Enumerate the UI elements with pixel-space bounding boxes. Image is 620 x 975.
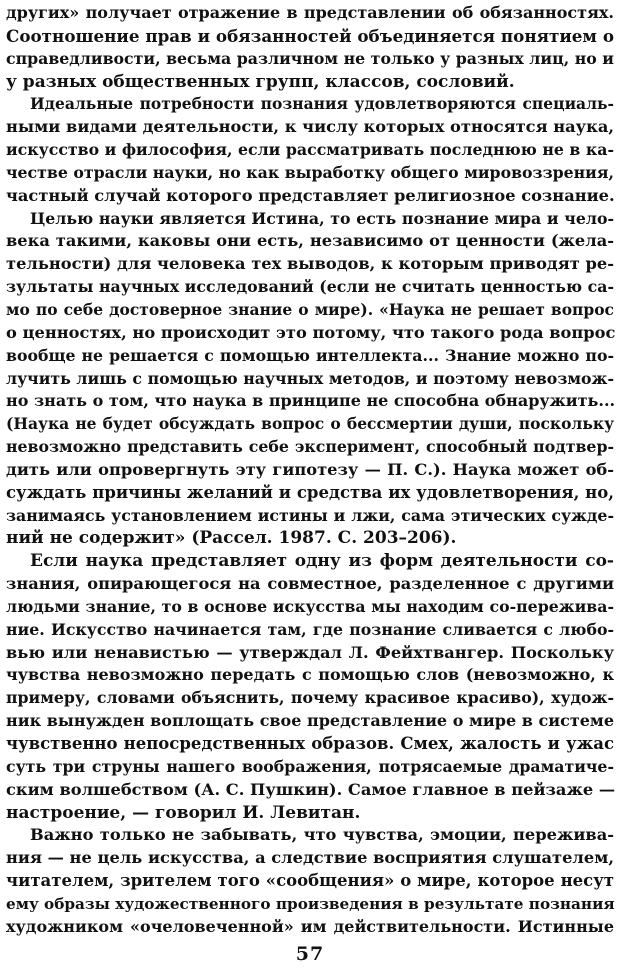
text-line: мо по себе достоверное знание о мире). «Наука не решает вопрос bbox=[6, 299, 614, 319]
text-line: невозможно представить себе эксперимент, способный подтвер- bbox=[6, 437, 614, 457]
text-line: Целью науки является Истина, то есть познание мира и чело- bbox=[30, 208, 614, 228]
text-line: чувства невозможно передать с помощью слов (невозможно, к bbox=[6, 665, 614, 685]
text-line: чувственно непосредственных образов. Смех, жалость и ужас bbox=[6, 734, 614, 753]
text-line: других» получает отражение в представлении об обязанностях. bbox=[6, 3, 614, 22]
text-line: честве отрасли науки, но как выработку общего мировоззрения, bbox=[6, 162, 614, 182]
text-line: людьми знание, то в основе искусства мы находим со-пережива- bbox=[6, 596, 614, 616]
text-line: занимаясь установлением истины и лжи, сама этических сужде- bbox=[6, 505, 614, 525]
text-line: Соотношение прав и обязанностей объединяется понятием о bbox=[6, 25, 614, 46]
text-line: примеру, словами объяснить, почему красивое красиво), худож- bbox=[6, 688, 614, 708]
text-line: ник вынужден воплощать свое представление о мире в системе bbox=[6, 711, 614, 731]
text-line: века такими, каковы они есть, независимо от ценности (жела- bbox=[6, 231, 614, 251]
text-line: но знать о том, что наука в принципе не способна обнаружить... bbox=[6, 391, 616, 411]
page-number: 57 bbox=[295, 943, 325, 965]
text-line: ему образы художественного произведения в результате познания bbox=[6, 894, 615, 913]
text-line: (Наука не будет обсуждать вопрос о бессмертии души, поскольку bbox=[6, 414, 614, 434]
text-line: вообще не решается с помощью интеллекта... Знание можно по- bbox=[6, 345, 614, 365]
text-line: ний не содержит» (Рассел. 1987. С. 203–206). bbox=[6, 528, 457, 549]
text-line: вью или ненавистью — утверждал Л. Фейхтвангер. Поскольку bbox=[6, 642, 614, 662]
text-line: читателем, зрителем того «сообщения» о мире, которое несут bbox=[6, 871, 614, 891]
text-line: суть три струны нашего воображения, потрясаемые драматиче- bbox=[6, 756, 614, 776]
text-line: частный случай которого представляет религиозное сознание. bbox=[6, 185, 615, 205]
text-line: Идеальные потребности познания удовлетворяются специаль- bbox=[30, 94, 614, 114]
text-line: зультаты научных исследований (если не считать ценностью са- bbox=[6, 277, 614, 297]
text-line: Важно только не забывать, что чувства, эмоции, пережива- bbox=[30, 825, 614, 845]
text-line: о ценностях, но происходит это потому, что такого рода вопрос bbox=[6, 322, 616, 342]
text-line: дить или опровергнуть эту гипотезу — П. С.). Наука может об- bbox=[6, 459, 614, 479]
text-line: настроение, — говорил И. Левитан. bbox=[6, 802, 361, 823]
text-line: справедливости, весьма различном не только у разных лиц, но и bbox=[6, 48, 614, 68]
text-line: лучить лишь с помощью научных методов, и поэтому невозмож- bbox=[6, 368, 614, 388]
body-text bbox=[6, 2, 614, 939]
text-line: ными видами деятельности, к числу которых относятся наука, bbox=[6, 117, 614, 137]
text-line: знания, опирающегося на совместное, разделенное с другими bbox=[6, 574, 614, 594]
text-line: художником «очеловеченной» им действительности. Истинные bbox=[6, 916, 614, 936]
text-line: суждать причины желаний и средства их удовлетворения, но, bbox=[6, 482, 614, 502]
text-line: искусство и философия, если рассматривать последнюю не в ка- bbox=[6, 140, 614, 160]
text-line: ния — не цель искусства, а следствие восприятия слушателем, bbox=[6, 848, 614, 868]
text-line: у разных общественных групп, классов, сословий. bbox=[6, 71, 515, 92]
text-line: тельности) для человека тех выводов, к которым приводят ре- bbox=[6, 254, 614, 274]
text-line: Если наука представляет одну из форм деятельности со- bbox=[30, 551, 614, 572]
text-line: ским волшебством (А. С. Пушкин). Самое главное в пейзаже — bbox=[6, 779, 616, 799]
text-line: ние. Искусство начинается там, где познание сливается с любо- bbox=[6, 619, 614, 639]
